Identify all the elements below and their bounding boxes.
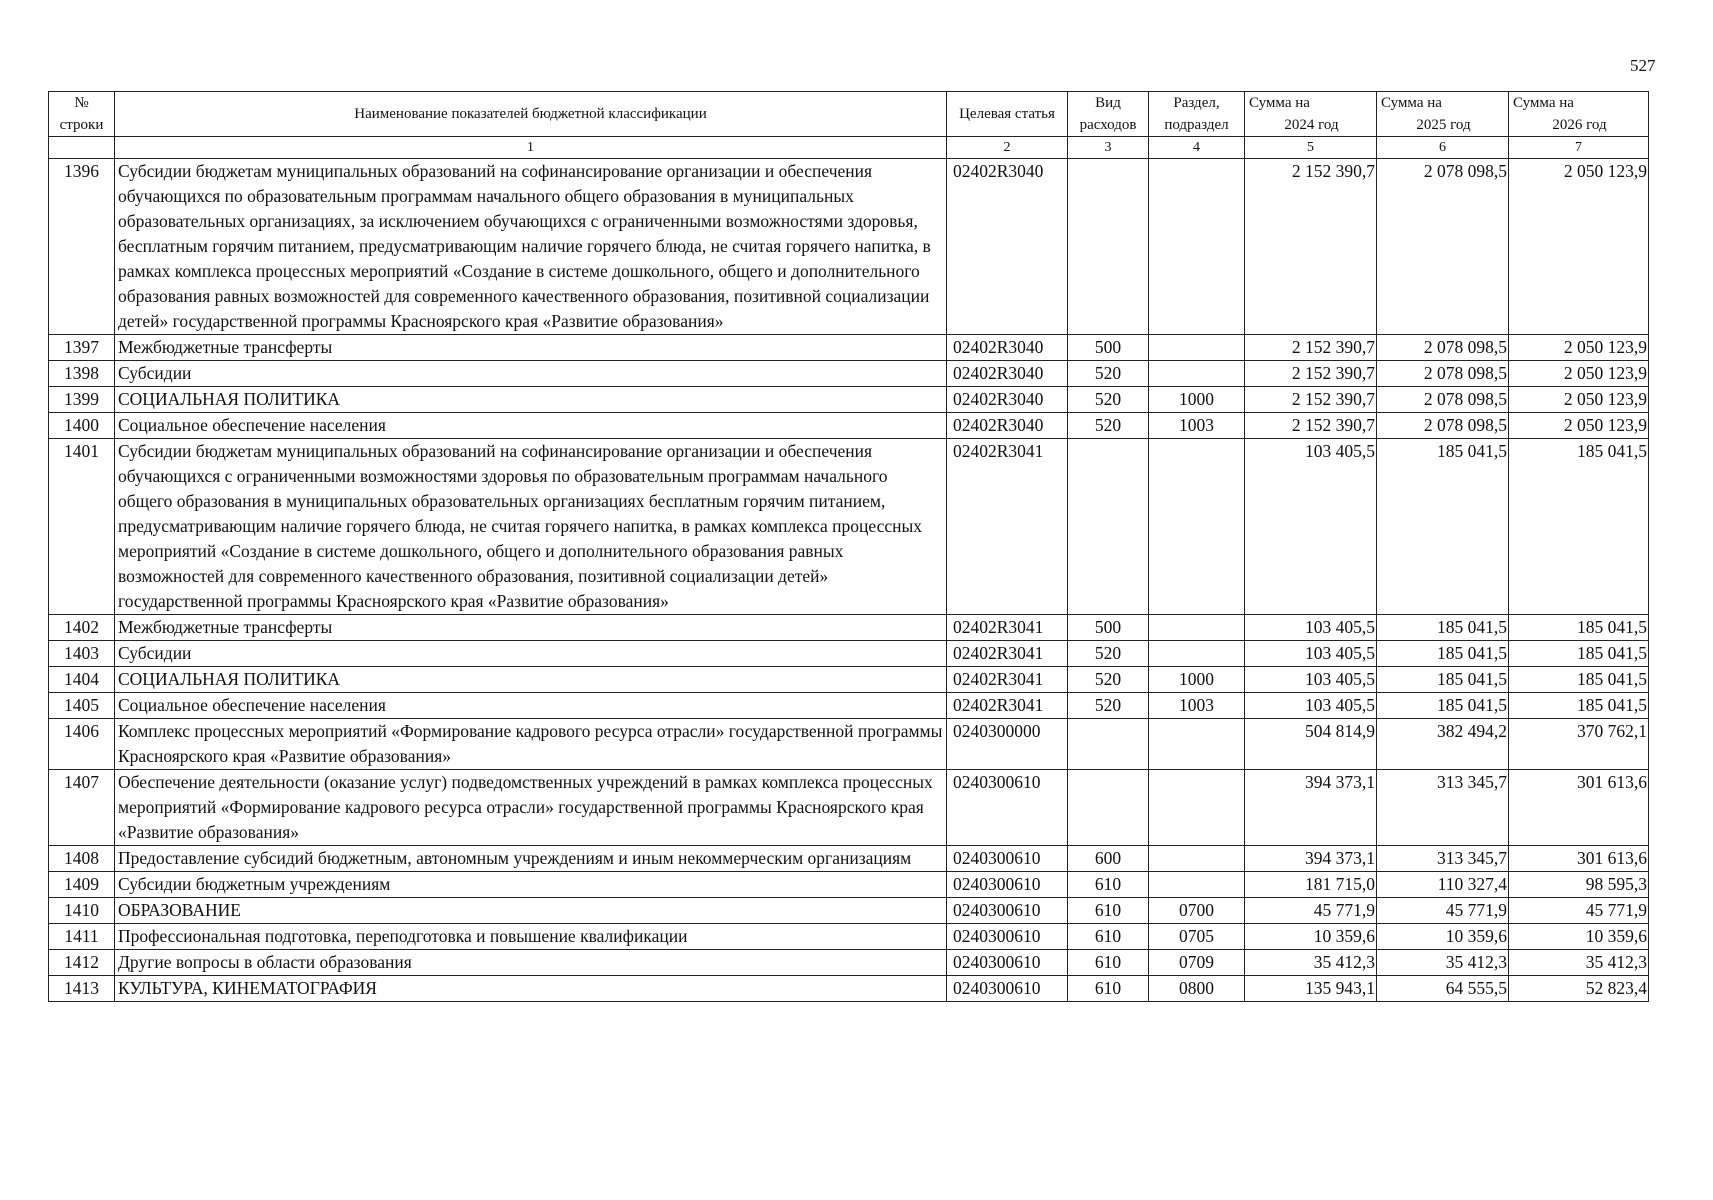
expense-type-cell: 520 [1068,667,1149,693]
sum-2025-cell: 313 345,7 [1377,846,1509,872]
table-row [49,976,1649,1002]
name-cell: Социальное обеспечение населения [115,693,947,719]
sum-2026-cell: 2 050 123,9 [1509,361,1649,387]
expense-type-cell: 500 [1068,615,1149,641]
table-row [49,159,1649,335]
table-row [49,615,1649,641]
sum-2026-cell: 98 595,3 [1509,872,1649,898]
page-number: 527 [1630,56,1656,75]
sum-2025-cell: 2 078 098,5 [1377,335,1509,361]
sum-2024-cell: 2 152 390,7 [1245,413,1377,439]
row-number-cell: 1408 [49,846,115,872]
target-cell: 02402R3040 [947,413,1068,439]
header-sum-prefix: Сумма на [1513,95,1574,111]
section-cell [1149,361,1245,387]
sum-2024-cell: 103 405,5 [1245,641,1377,667]
sum-2026-cell: 52 823,4 [1509,976,1649,1002]
expense-type-cell: 610 [1068,872,1149,898]
section-cell [1149,872,1245,898]
target-cell: 0240300610 [947,898,1068,924]
target-cell: 02402R3040 [947,361,1068,387]
target-cell: 02402R3041 [947,439,1068,615]
table-row [49,846,1649,872]
row-number-cell: 1402 [49,615,115,641]
name-cell: Предоставление субсидий бюджетным, автономным учреждениям и иным некоммерческим организациям [115,846,947,872]
sum-2026-cell: 185 041,5 [1509,615,1649,641]
header-row [49,92,1649,137]
table-row [49,950,1649,976]
table-row [49,641,1649,667]
table-row [49,361,1649,387]
target-cell: 02402R3040 [947,335,1068,361]
row-number-cell: 1410 [49,898,115,924]
row-number-cell: 1401 [49,439,115,615]
header-year-2024: 2024 год [1284,117,1339,133]
sum-2024-cell: 103 405,5 [1245,615,1377,641]
sum-2025-cell: 110 327,4 [1377,872,1509,898]
section-cell: 0705 [1149,924,1245,950]
column-number [49,137,115,159]
sum-2024-cell: 35 412,3 [1245,950,1377,976]
section-cell: 1000 [1149,387,1245,413]
name-cell: Субсидии бюджетам муниципальных образований на софинансирование организации и обеспечения обучающихся с ограниченными возможностями здоровья по образовательным программам начального общего образования в муниципальных образовательных организациях бесплатным горячим питанием, предусматривающим наличие горячего блюда, не считая горячего напитка, в рамках комплекса процессных мероприятий «Создание в системе дошкольного, общего и дополнительного образования равных возможностей для современного качественного образования, позитивной социализации детей» государственной программы Красноярского края «Развитие образования» [115,439,947,615]
table-row [49,924,1649,950]
column-number: 7 [1509,137,1649,159]
sum-2026-cell: 185 041,5 [1509,693,1649,719]
expense-type-cell: 500 [1068,335,1149,361]
expense-type-cell: 610 [1068,898,1149,924]
row-number-cell: 1400 [49,413,115,439]
name-cell: Субсидии [115,641,947,667]
row-number-cell: 1403 [49,641,115,667]
row-number-cell: 1413 [49,976,115,1002]
budget-table [48,91,1649,1002]
header-sum-2025 [1377,92,1509,137]
sum-2025-cell: 382 494,2 [1377,719,1509,770]
row-number-cell: 1398 [49,361,115,387]
target-cell: 0240300610 [947,872,1068,898]
section-cell [1149,159,1245,335]
target-cell: 0240300610 [947,770,1068,846]
header-sum-2024 [1245,92,1377,137]
sum-2026-cell: 185 041,5 [1509,641,1649,667]
expense-type-cell [1068,439,1149,615]
sum-2024-cell: 103 405,5 [1245,693,1377,719]
name-cell: Субсидии [115,361,947,387]
name-cell: КУЛЬТУРА, КИНЕМАТОГРАФИЯ [115,976,947,1002]
sum-2026-cell: 185 041,5 [1509,667,1649,693]
target-cell: 0240300610 [947,976,1068,1002]
column-number: 1 [115,137,947,159]
section-cell [1149,615,1245,641]
sum-2025-cell: 64 555,5 [1377,976,1509,1002]
section-cell [1149,335,1245,361]
target-cell: 0240300610 [947,950,1068,976]
row-number-cell: 1407 [49,770,115,846]
sum-2024-cell: 504 814,9 [1245,719,1377,770]
sum-2025-cell: 2 078 098,5 [1377,159,1509,335]
sum-2026-cell: 2 050 123,9 [1509,159,1649,335]
table-row [49,667,1649,693]
row-number-cell: 1406 [49,719,115,770]
sum-2026-cell: 35 412,3 [1509,950,1649,976]
table-row [49,439,1649,615]
column-number: 2 [947,137,1068,159]
sum-2026-cell: 45 771,9 [1509,898,1649,924]
expense-type-cell: 600 [1068,846,1149,872]
sum-2026-cell: 370 762,1 [1509,719,1649,770]
target-cell: 02402R3041 [947,667,1068,693]
name-cell: Субсидии бюджетным учреждениям [115,872,947,898]
target-cell: 02402R3041 [947,615,1068,641]
section-cell: 0709 [1149,950,1245,976]
sum-2025-cell: 10 359,6 [1377,924,1509,950]
target-cell: 0240300000 [947,719,1068,770]
name-cell: Межбюджетные трансферты [115,615,947,641]
sum-2024-cell: 45 771,9 [1245,898,1377,924]
table-row [49,770,1649,846]
section-cell [1149,770,1245,846]
sum-2024-cell: 103 405,5 [1245,667,1377,693]
section-cell [1149,846,1245,872]
column-number: 4 [1149,137,1245,159]
sum-2025-cell: 313 345,7 [1377,770,1509,846]
expense-type-cell: 610 [1068,950,1149,976]
sum-2025-cell: 185 041,5 [1377,615,1509,641]
column-number: 5 [1245,137,1377,159]
expense-type-cell: 520 [1068,387,1149,413]
expense-type-cell: 610 [1068,924,1149,950]
name-cell: Другие вопросы в области образования [115,950,947,976]
table-body [49,159,1649,1002]
row-number-cell: 1396 [49,159,115,335]
header-sum-prefix: Сумма на [1381,95,1442,111]
table-row [49,387,1649,413]
sum-2024-cell: 2 152 390,7 [1245,335,1377,361]
target-cell: 02402R3040 [947,159,1068,335]
expense-type-cell: 520 [1068,413,1149,439]
sum-2025-cell: 35 412,3 [1377,950,1509,976]
section-cell: 1003 [1149,413,1245,439]
row-number-cell: 1409 [49,872,115,898]
name-cell: Комплекс процессных мероприятий «Формирование кадрового ресурса отрасли» государственной программы Красноярского края «Развитие образования» [115,719,947,770]
sum-2026-cell: 2 050 123,9 [1509,387,1649,413]
sum-2025-cell: 45 771,9 [1377,898,1509,924]
table-row [49,335,1649,361]
row-number-cell: 1404 [49,667,115,693]
row-number-cell: 1399 [49,387,115,413]
sum-2024-cell: 2 152 390,7 [1245,361,1377,387]
table-row [49,872,1649,898]
expense-type-cell [1068,159,1149,335]
header-target: Целевая статья [947,92,1068,137]
header-name: Наименование показателей бюджетной классификации [115,92,947,137]
table-row [49,693,1649,719]
sum-2024-cell: 181 715,0 [1245,872,1377,898]
sum-2024-cell: 2 152 390,7 [1245,159,1377,335]
target-cell: 02402R3041 [947,641,1068,667]
column-number-row [49,137,1649,159]
sum-2025-cell: 2 078 098,5 [1377,361,1509,387]
row-number-cell: 1412 [49,950,115,976]
section-cell [1149,719,1245,770]
name-cell: Социальное обеспечение населения [115,413,947,439]
header-section: Раздел, подраздел [1149,92,1245,137]
target-cell: 0240300610 [947,924,1068,950]
target-cell: 02402R3040 [947,387,1068,413]
sum-2026-cell: 301 613,6 [1509,846,1649,872]
header-year-2025: 2025 год [1416,117,1471,133]
section-cell: 1000 [1149,667,1245,693]
column-number: 3 [1068,137,1149,159]
header-year-2026: 2026 год [1552,117,1607,133]
expense-type-cell: 610 [1068,976,1149,1002]
section-cell [1149,439,1245,615]
target-cell: 0240300610 [947,846,1068,872]
sum-2024-cell: 135 943,1 [1245,976,1377,1002]
row-number-cell: 1405 [49,693,115,719]
sum-2026-cell: 2 050 123,9 [1509,335,1649,361]
sum-2025-cell: 185 041,5 [1377,439,1509,615]
table-row [49,719,1649,770]
section-cell: 0800 [1149,976,1245,1002]
header-expense-type: Вид расходов [1068,92,1149,137]
row-number-cell: 1411 [49,924,115,950]
sum-2024-cell: 394 373,1 [1245,770,1377,846]
header-sum-prefix: Сумма на [1249,95,1310,111]
expense-type-cell [1068,719,1149,770]
name-cell: Субсидии бюджетам муниципальных образований на софинансирование организации и обеспечения обучающихся по образовательным программам начального общего образования в муниципальных образовательных организациях, за исключением обучающихся с ограниченными возможностями здоровья, бесплатным горячим питанием, предусматривающим наличие горячего блюда, не считая горячего напитка, в рамках комплекса процессных мероприятий «Создание в системе дошкольного, общего и дополнительного образования равных возможностей для современного качественного образования, позитивной социализации детей» государственной программы Красноярского края «Развитие образования» [115,159,947,335]
section-cell [1149,641,1245,667]
sum-2025-cell: 185 041,5 [1377,641,1509,667]
sum-2024-cell: 103 405,5 [1245,439,1377,615]
sum-2026-cell: 2 050 123,9 [1509,413,1649,439]
name-cell: Межбюджетные трансферты [115,335,947,361]
sum-2025-cell: 185 041,5 [1377,667,1509,693]
section-cell: 0700 [1149,898,1245,924]
section-cell: 1003 [1149,693,1245,719]
table-row [49,898,1649,924]
sum-2025-cell: 185 041,5 [1377,693,1509,719]
expense-type-cell: 520 [1068,361,1149,387]
header-sum-2026 [1509,92,1649,137]
name-cell: СОЦИАЛЬНАЯ ПОЛИТИКА [115,387,947,413]
name-cell: Профессиональная подготовка, переподготовка и повышение квалификации [115,924,947,950]
sum-2025-cell: 2 078 098,5 [1377,387,1509,413]
sum-2024-cell: 2 152 390,7 [1245,387,1377,413]
row-number-cell: 1397 [49,335,115,361]
expense-type-cell: 520 [1068,693,1149,719]
expense-type-cell: 520 [1068,641,1149,667]
expense-type-cell [1068,770,1149,846]
sum-2024-cell: 10 359,6 [1245,924,1377,950]
sum-2026-cell: 185 041,5 [1509,439,1649,615]
name-cell: Обеспечение деятельности (оказание услуг) подведомственных учреждений в рамках комплекса процессных мероприятий «Формирование кадрового ресурса отрасли» государственной программы Красноярского края «Развитие образования» [115,770,947,846]
sum-2026-cell: 301 613,6 [1509,770,1649,846]
sum-2024-cell: 394 373,1 [1245,846,1377,872]
target-cell: 02402R3041 [947,693,1068,719]
column-number: 6 [1377,137,1509,159]
table-row [49,413,1649,439]
name-cell: ОБРАЗОВАНИЕ [115,898,947,924]
sum-2026-cell: 10 359,6 [1509,924,1649,950]
header-row-number: № строки [49,92,115,137]
name-cell: СОЦИАЛЬНАЯ ПОЛИТИКА [115,667,947,693]
sum-2025-cell: 2 078 098,5 [1377,413,1509,439]
